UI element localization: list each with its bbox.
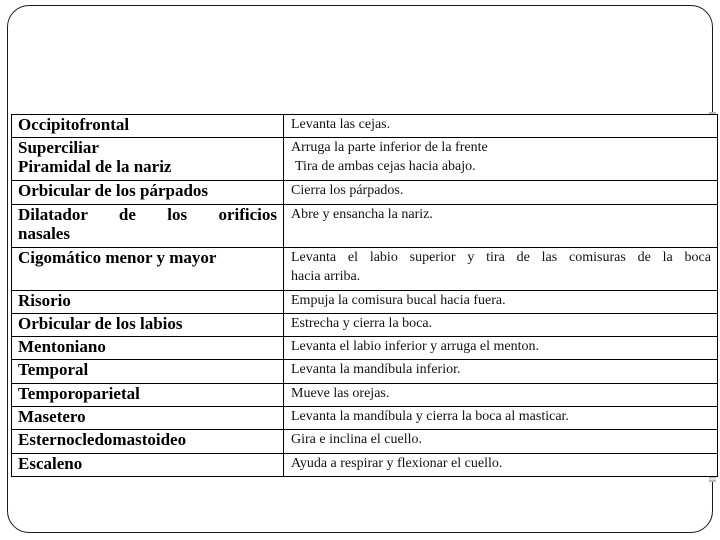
table-row: [12, 115, 718, 138]
table-row: [12, 430, 718, 453]
muscle-name: Cigomático menor y mayor: [12, 247, 284, 290]
muscle-action: Gira e inclina el cuello.: [284, 430, 718, 453]
muscle-name: Orbicular de los párpados: [12, 181, 284, 204]
muscle-action: Estrecha y cierra la boca.: [284, 313, 718, 336]
muscle-name: Esternocledomastoideo: [12, 430, 284, 453]
muscle-name: Temporoparietal: [12, 383, 284, 406]
muscle-name: Risorio: [12, 290, 284, 313]
table-row: [12, 138, 718, 181]
muscle-name: Occipitofrontal: [12, 115, 284, 138]
muscle-name: Orbicular de los labios: [12, 313, 284, 336]
table-row: [12, 247, 718, 290]
muscle-name: Escaleno: [12, 453, 284, 476]
table-row: [12, 383, 718, 406]
muscle-action: Mueve las orejas.: [284, 383, 718, 406]
muscle-action: Levanta las cejas.: [284, 115, 718, 138]
muscle-table: [11, 114, 718, 477]
muscle-action: Abre y ensancha la nariz.: [284, 204, 718, 247]
table-row: [12, 453, 718, 476]
muscle-action: Levanta el labio inferior y arruga el menton.: [284, 337, 718, 360]
muscle-name: Superciliar Piramidal de la nariz: [12, 138, 284, 181]
table-row: [12, 204, 718, 247]
table-row: [12, 313, 718, 336]
table-row: [12, 290, 718, 313]
table-row: [12, 337, 718, 360]
muscle-table-container: [11, 114, 717, 477]
table-row: [12, 181, 718, 204]
muscle-name: Masetero: [12, 407, 284, 430]
muscle-name: Temporal: [12, 360, 284, 383]
muscle-action: Levanta la mandíbula y cierra la boca al masticar.: [284, 407, 718, 430]
muscle-action: Levanta el labio superior y tira de las comisuras de la boca hacia arriba.: [284, 247, 718, 290]
table-row: [12, 360, 718, 383]
muscle-action: Arruga la parte inferior de la frente Tira de ambas cejas hacia abajo.: [284, 138, 718, 181]
muscle-name: Dilatador de los orificios nasales: [12, 204, 284, 247]
muscle-name: Mentoniano: [12, 337, 284, 360]
muscle-action: Cierra los párpados.: [284, 181, 718, 204]
table-row: [12, 407, 718, 430]
muscle-action: Empuja la comisura bucal hacia fuera.: [284, 290, 718, 313]
muscle-action: Ayuda a respirar y flexionar el cuello.: [284, 453, 718, 476]
muscle-action: Levanta la mandíbula inferior.: [284, 360, 718, 383]
